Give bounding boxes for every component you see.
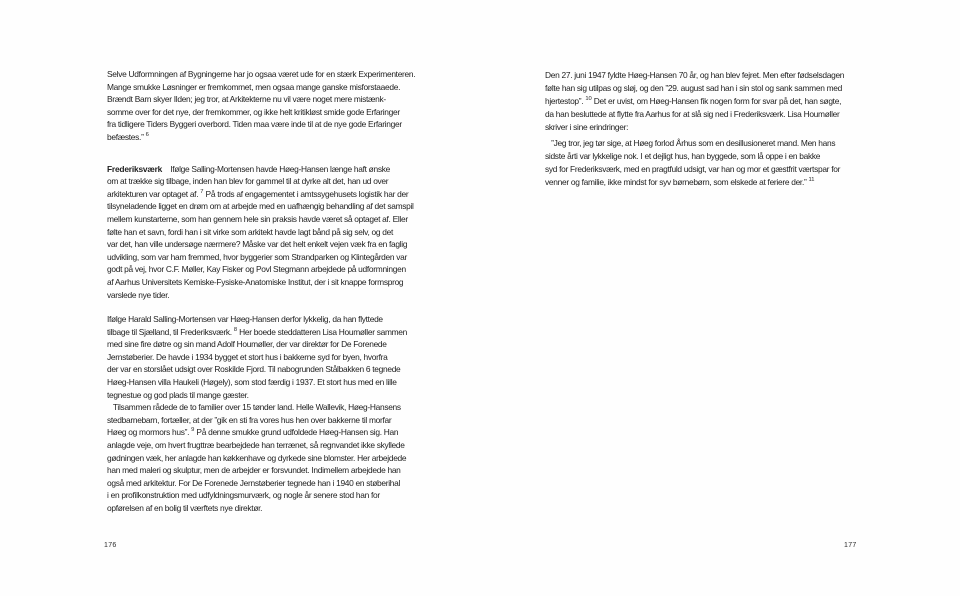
text-line: venner og familie, ikke mindst for syv børnebørn, som elskede at feriere der.” $^{11}$ [545, 177, 815, 187]
footnote-ref: 10 [585, 96, 592, 103]
text-line: udvikling, som var ham fremmed, hvor byggerier som Strandparken og Klintegården var [107, 251, 408, 262]
text-line: af Aarhus Universitets Kemiske-Fysiske-Anatomiske Institut, der i sit knappe formsprog [107, 276, 404, 287]
text-line: med sine fire døtre og sin mand Adolf Houmøller, der var direktør for De Forenede [107, 339, 387, 350]
text-line: anlagde veje, om hvert frugttræ bearbejdede han terrænet, så regnvandet ikke skyllede [107, 440, 405, 451]
text-line: Ifølge Harald Salling-Mortensen var Høeg-Hansen derfor lykkelig, da han flyttede [107, 314, 383, 325]
text-line: skriver i sine erindringer: [545, 122, 629, 132]
text-line: tilsyneladende ligget en drøm om at arbejde med en uafhængig behandling af det samspil [107, 201, 414, 212]
section-heading: Frederiksværk [107, 163, 163, 174]
text-line: Tilsammen rådede de to familier over 15 tønder land. Helle Wallevik, Høeg-Hansens [107, 402, 401, 413]
text-line: Høeg og mormors hus”. $^9$ På denne smukke grund udfoldede Høeg-Hansen sig. Han [107, 427, 399, 438]
text-line: også med arkitektur. For De Forenede Jernstøberier tegnede han i 1940 en støberihal [107, 477, 401, 488]
paragraph-frederiksvaerk-section [107, 163, 452, 302]
footnote-ref: 7 [200, 188, 204, 195]
paragraph-body [545, 69, 890, 134]
text-line: følte han et savn, fordi han i sit virke som arkitekt havde lagt bånd på sig selv, og det [107, 226, 393, 237]
text-line: tegnestue og god plads til mange gæster. [107, 389, 249, 400]
text-line: Frederiksværk Ifølge Salling-Mortensen havde Høeg-Hansen længe haft ønske [107, 163, 390, 174]
footnote-ref: 11 [808, 177, 815, 184]
text-line: Jernstøberier. De havde i 1934 bygget et stort hus i bakkerne syd for byen, hvorfra [107, 351, 388, 362]
footnote-ref: 8 [233, 326, 238, 333]
text-line: Mange smukke Løsninger er fremkommet, men ogsaa mange ganske misforstaaede. [107, 81, 401, 92]
paragraph-memoir-quote [545, 137, 890, 189]
left-text-column [107, 68, 452, 515]
text-line: syd for Frederiksværk, med en pragtfuld udsigt, var han og mor et gæstfrit værtspar for [545, 164, 841, 174]
text-line: i en profilkonstruktion med udfyldningsmurværk, og nogle år senere stod han for [107, 490, 380, 501]
text-line: stedbarnebarn, fortæller, at der ”gik en sti fra vores hus hen over bakkerne til morfar [107, 414, 392, 425]
text-line: arkitekturen var optaget af. $^7$ På trods af engagementet i amtssygehusets logistik har der [107, 188, 409, 199]
text-line: godt på vej, hvor C.F. Møller, Kay Fisker og Povl Stegmann arbejdede på udformningen [107, 264, 406, 275]
text-line: fra tidligere Tiders Byggeri overbord. Tiden maa være inde til at de nye gode Erfaringer [107, 119, 402, 130]
page-number-right: 177 [844, 542, 857, 549]
text-line: Høeg-Hansen villa Haukeli (Høgely), som stod færdig i 1937. Et stort hus med en lille [107, 377, 397, 388]
right-text-column [545, 69, 890, 189]
text-line: hjertestop”. $^{10}$ Det er uvist, om Høeg-Hansen fik nogen form for svar på det, han søgte, [545, 96, 842, 106]
paragraph-body [107, 313, 452, 515]
text-line: følte han sig utilpas og sløj, og den ”29. august sad han i sin stol og sank sammen med [545, 83, 842, 93]
text-line: der var en storslået udsigt over Roskilde Fjord. Til nabogrunden Stålbakken 6 tegnede [107, 364, 401, 375]
text-line: Brændt Barn skyer Ilden; jeg tror, at Arkitekterne nu vil være noget mere mistænk- [107, 94, 386, 105]
text-line: han med maleri og skulptur, men de arbejder er forsvundet. Indimellem arbejdede han [107, 465, 401, 476]
text-line: Selve Udformningen af Bygningerne har jo ogsaa været ude for en stærk Experimenteren. [107, 69, 416, 79]
text-line: Den 27. juni 1947 fyldte Høeg-Hansen 70 år, og han blev fejret. Men efter fødselsdagen [545, 70, 845, 80]
text-line: varslede nye tider. [107, 289, 170, 300]
text-line: befæstes.” $^6$ [107, 131, 149, 142]
page-number-left: 176 [104, 542, 117, 549]
text-line: mellem kunstarterne, som han gennem hele sin praksis havde været så optaget af. Eller [107, 213, 408, 224]
footnote-ref: 9 [191, 427, 195, 434]
text-line: om at trække sig tilbage, inden han blev for gammel til at dyrke alt det, han ud over [107, 176, 389, 187]
text-line: var det, han ville undersøge nærmere? Måske var det helt enkelt vejen væk fra en faglig [107, 239, 408, 250]
text-line: tilbage til Sjælland, til Frederiksværk. $^8$ Her boede steddatteren Lisa Houmøller sammen [107, 326, 408, 337]
text-line: somme over for det nye, der fremkommer, og ikke helt kritikløst smide gode Erfaringer [107, 106, 400, 117]
text-line: ”Jeg tror, jeg tør sige, at Høeg forlod Århus som en desillusioneret mand. Men hans [545, 138, 836, 148]
text-line: gødningen væk, her anlagde han køkkenhave og dyrkede sine blomster. Her arbejdede [107, 452, 407, 463]
text-line: opførelsen af en bolig til værftets nye direktør. [107, 503, 263, 513]
footnote-ref: 6 [145, 132, 149, 139]
text-line: sidste årti var lykkelige nok. I et dejligt hus, han byggede, som lå oppe i en bakke [545, 151, 821, 161]
text-line: da han besluttede at flytte fra Aarhus for at slå sig ned i Frederiksværk. Lisa Houmøller [545, 109, 840, 119]
paragraph-block-quote [107, 68, 452, 144]
